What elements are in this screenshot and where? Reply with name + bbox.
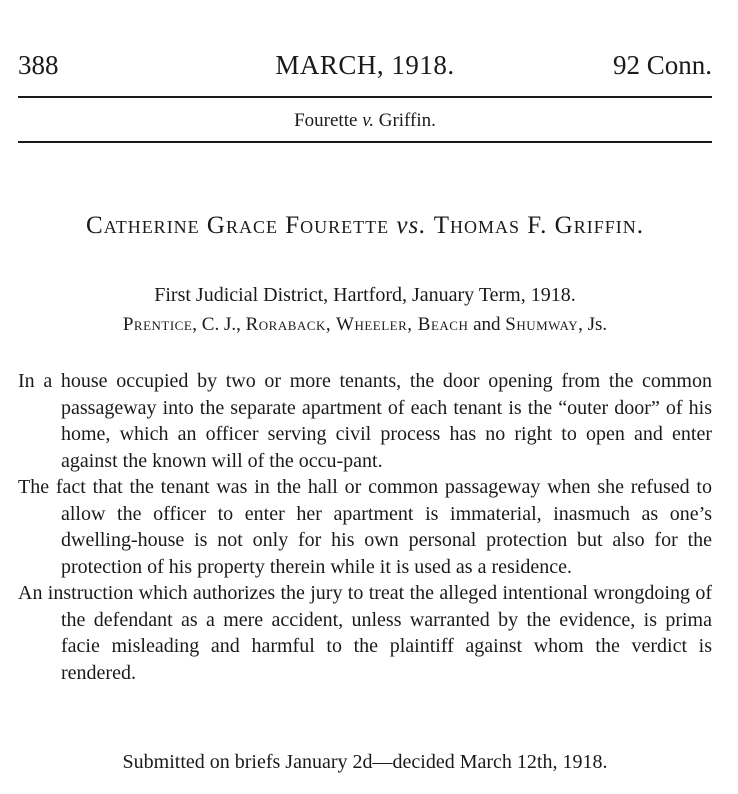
head-note: In a house occupied by two or more tenants, the door opening from the common passageway into the separate apartment of each tenant is the “outer door” of his home, which an officer serving civil process has no right to open and enter against the known will of the occu-pant.	[18, 370, 712, 472]
judges-and: and	[473, 314, 501, 335]
reporter-citation: 92 Conn.	[612, 50, 712, 80]
judge-chief-suffix: , C. J.,	[192, 314, 241, 335]
header-date: MARCH, 1918.	[275, 50, 455, 80]
header-rule-bottom	[18, 141, 712, 143]
case-versus: vs.	[396, 212, 427, 239]
page-header	[18, 50, 712, 84]
judge-last: Shumway	[505, 314, 579, 335]
case-plaintiff: Catherine Grace Fourette	[86, 212, 390, 239]
case-defendant: Thomas F. Griffin.	[433, 212, 644, 239]
running-head-plaintiff: Fourette	[294, 110, 358, 131]
court-judges	[18, 314, 712, 336]
head-note: An instruction which authorizes the jury to treat the alleged intentional wrongdoing of the defendant as a mere accident, unless warranted by the evidence, is prima facie misleading and harmful to the plaintiff against whom the verdict is rendered.	[18, 582, 712, 684]
judges-suffix: , Js.	[578, 314, 608, 335]
judge-chief: Prentice	[122, 314, 193, 335]
submitted-decided-line: Submitted on briefs January 2d—decided March 12th, 1918.	[122, 751, 608, 773]
header-rule-top	[18, 96, 712, 98]
case-title	[18, 212, 712, 240]
head-note: The fact that the tenant was in the hall or common passageway when she refused to allow the officer to enter her apartment is immaterial, inasmuch as one’s dwelling-house is not only for his own personal protection but also for the protection of his property therein while it is used as a residence.	[18, 476, 712, 578]
head-notes	[18, 368, 712, 686]
page-number: 388	[18, 50, 59, 80]
running-head-versus: v.	[362, 110, 374, 131]
running-head	[18, 110, 712, 132]
running-head-defendant: Griffin.	[378, 110, 436, 131]
judges-associates: Roraback, Wheeler, Beach	[245, 314, 469, 335]
court-district: First Judicial District, Hartford, January Term, 1918.	[154, 284, 576, 306]
